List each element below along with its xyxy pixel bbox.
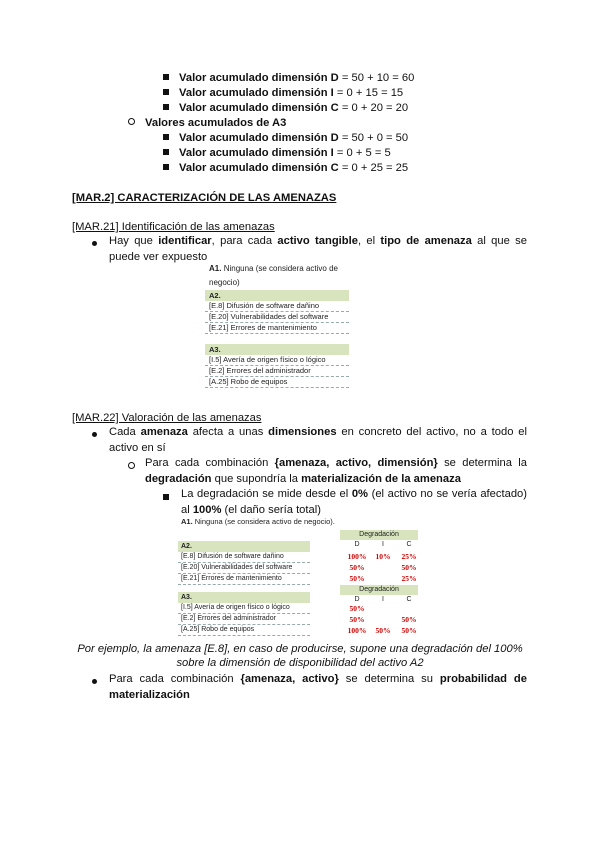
threat-row: [E.2] Errores del administrador [205,366,349,377]
paragraph: Cada amenaza afecta a unas dimensiones en concreto del activo, no a todo el activo en sí [109,426,527,454]
a1-row: A1. Ninguna (se considera activo de negocio). [181,517,335,526]
bullet-item: Valor acumulado dimensión D = 50 + 10 = 60 [163,71,414,85]
threat-row: [I.5] Avería de origen físico o lógico [205,355,349,366]
threat-row: [E.20] Vulnerabilidades del software [178,563,310,574]
column-header: D [354,596,360,603]
column-header: C [406,541,412,548]
bullet-dot-icon [92,430,109,442]
degradation-value: 50% [349,563,365,572]
circle-bullet-icon [128,118,135,125]
degradation-value: 50% [401,615,417,624]
a3-header: A3. [205,344,349,355]
threat-row: [E.8] Difusión de software dañino [205,301,349,312]
square-bullet-icon [163,492,179,504]
threat-row: [A.25] Robo de equipos [178,625,310,636]
square-bullet-icon [163,149,169,155]
bullet-item: Valor acumulado dimensión I = 0 + 15 = 15 [163,86,403,100]
degradation-value: 50% [375,626,391,635]
section-title: [MAR.2] CARACTERIZACIÓN DE LAS AMENAZAS [72,192,337,204]
bullet-item: Valor acumulado dimensión D = 50 + 0 = 50 [163,131,408,145]
bullet-item: Valores acumulados de A3 [128,116,286,130]
column-header: I [382,541,384,548]
subsection-title: [MAR.21] Identificación de las amenazas [72,221,275,233]
degradation-value: 50% [349,615,365,624]
threat-row: [E.8] Difusión de software dañino [178,552,310,563]
paragraph: Para cada combinación {amenaza, activo} se determina su probabilidad de materialización [109,673,527,701]
bullet-dot-icon [92,677,109,689]
threat-row: [E.20] Vulnerabilidades del software [205,312,349,323]
square-bullet-icon [163,89,169,95]
threat-row: [E.21] Errores de mantenimiento [178,574,310,585]
threat-row: [A.25] Robo de equipos [205,377,349,388]
column-header: C [406,596,412,603]
degradation-value: 50% [401,563,417,572]
square-bullet-icon [163,134,169,140]
degradation-value: 100% [347,552,367,561]
square-bullet-icon [163,74,169,80]
bullet-item: Valor acumulado dimensión C = 0 + 25 = 25 [163,161,408,175]
square-bullet-icon [163,104,169,110]
threat-row: [E.2] Errores del administrador [178,614,310,625]
threat-row: [E.21] Errores de mantenimiento [205,323,349,334]
degradation-header: Degradación [340,585,418,595]
a2-header: A2. [205,290,349,301]
degradation-value: 25% [401,574,417,583]
column-header: D [354,541,360,548]
square-bullet-icon [163,164,169,170]
column-header: I [382,596,384,603]
paragraph: La degradación se mide desde el 0% (el activo no se vería afectado) al 100% (el daño sería total) [181,488,527,516]
paragraph: Hay que identificar, para cada activo tangible, el tipo de amenaza al que se puede ver expuesto [109,235,527,263]
degradation-value: 25% [401,552,417,561]
a3-header: A3. [178,592,310,603]
bullet-item: Valor acumulado dimensión C = 0 + 20 = 20 [163,101,408,115]
degradation-value: 100% [347,626,367,635]
degradation-header: Degradación [340,530,418,540]
threat-degradation-figure [178,516,423,636]
figure-caption: Por ejemplo, la amenaza [E.8], en caso de producirse, supone una degradación del 100% sobre la dimensión de disponibilidad del activo A2 [77,643,523,669]
degradation-value: 50% [401,626,417,635]
subsection-title: [MAR.22] Valoración de las amenazas [72,412,262,424]
degradation-value: 10% [375,552,391,561]
degradation-value: 50% [349,604,365,613]
degradation-value: 50% [349,574,365,583]
bullet-item: Valor acumulado dimensión I = 0 + 5 = 5 [163,146,391,160]
paragraph: Para cada combinación {amenaza, activo, dimensión} se determina la degradación que supondría la materialización de la amenaza [145,457,527,485]
circle-bullet-icon [128,461,145,473]
bullet-dot-icon [92,239,109,251]
a1-row: A1. Ninguna (se considera activo de negocio) [209,264,338,287]
a2-header: A2. [178,541,310,552]
threat-row: [I.5] Avería de origen físico o lógico [178,603,310,614]
threat-identification-figure [205,262,349,390]
